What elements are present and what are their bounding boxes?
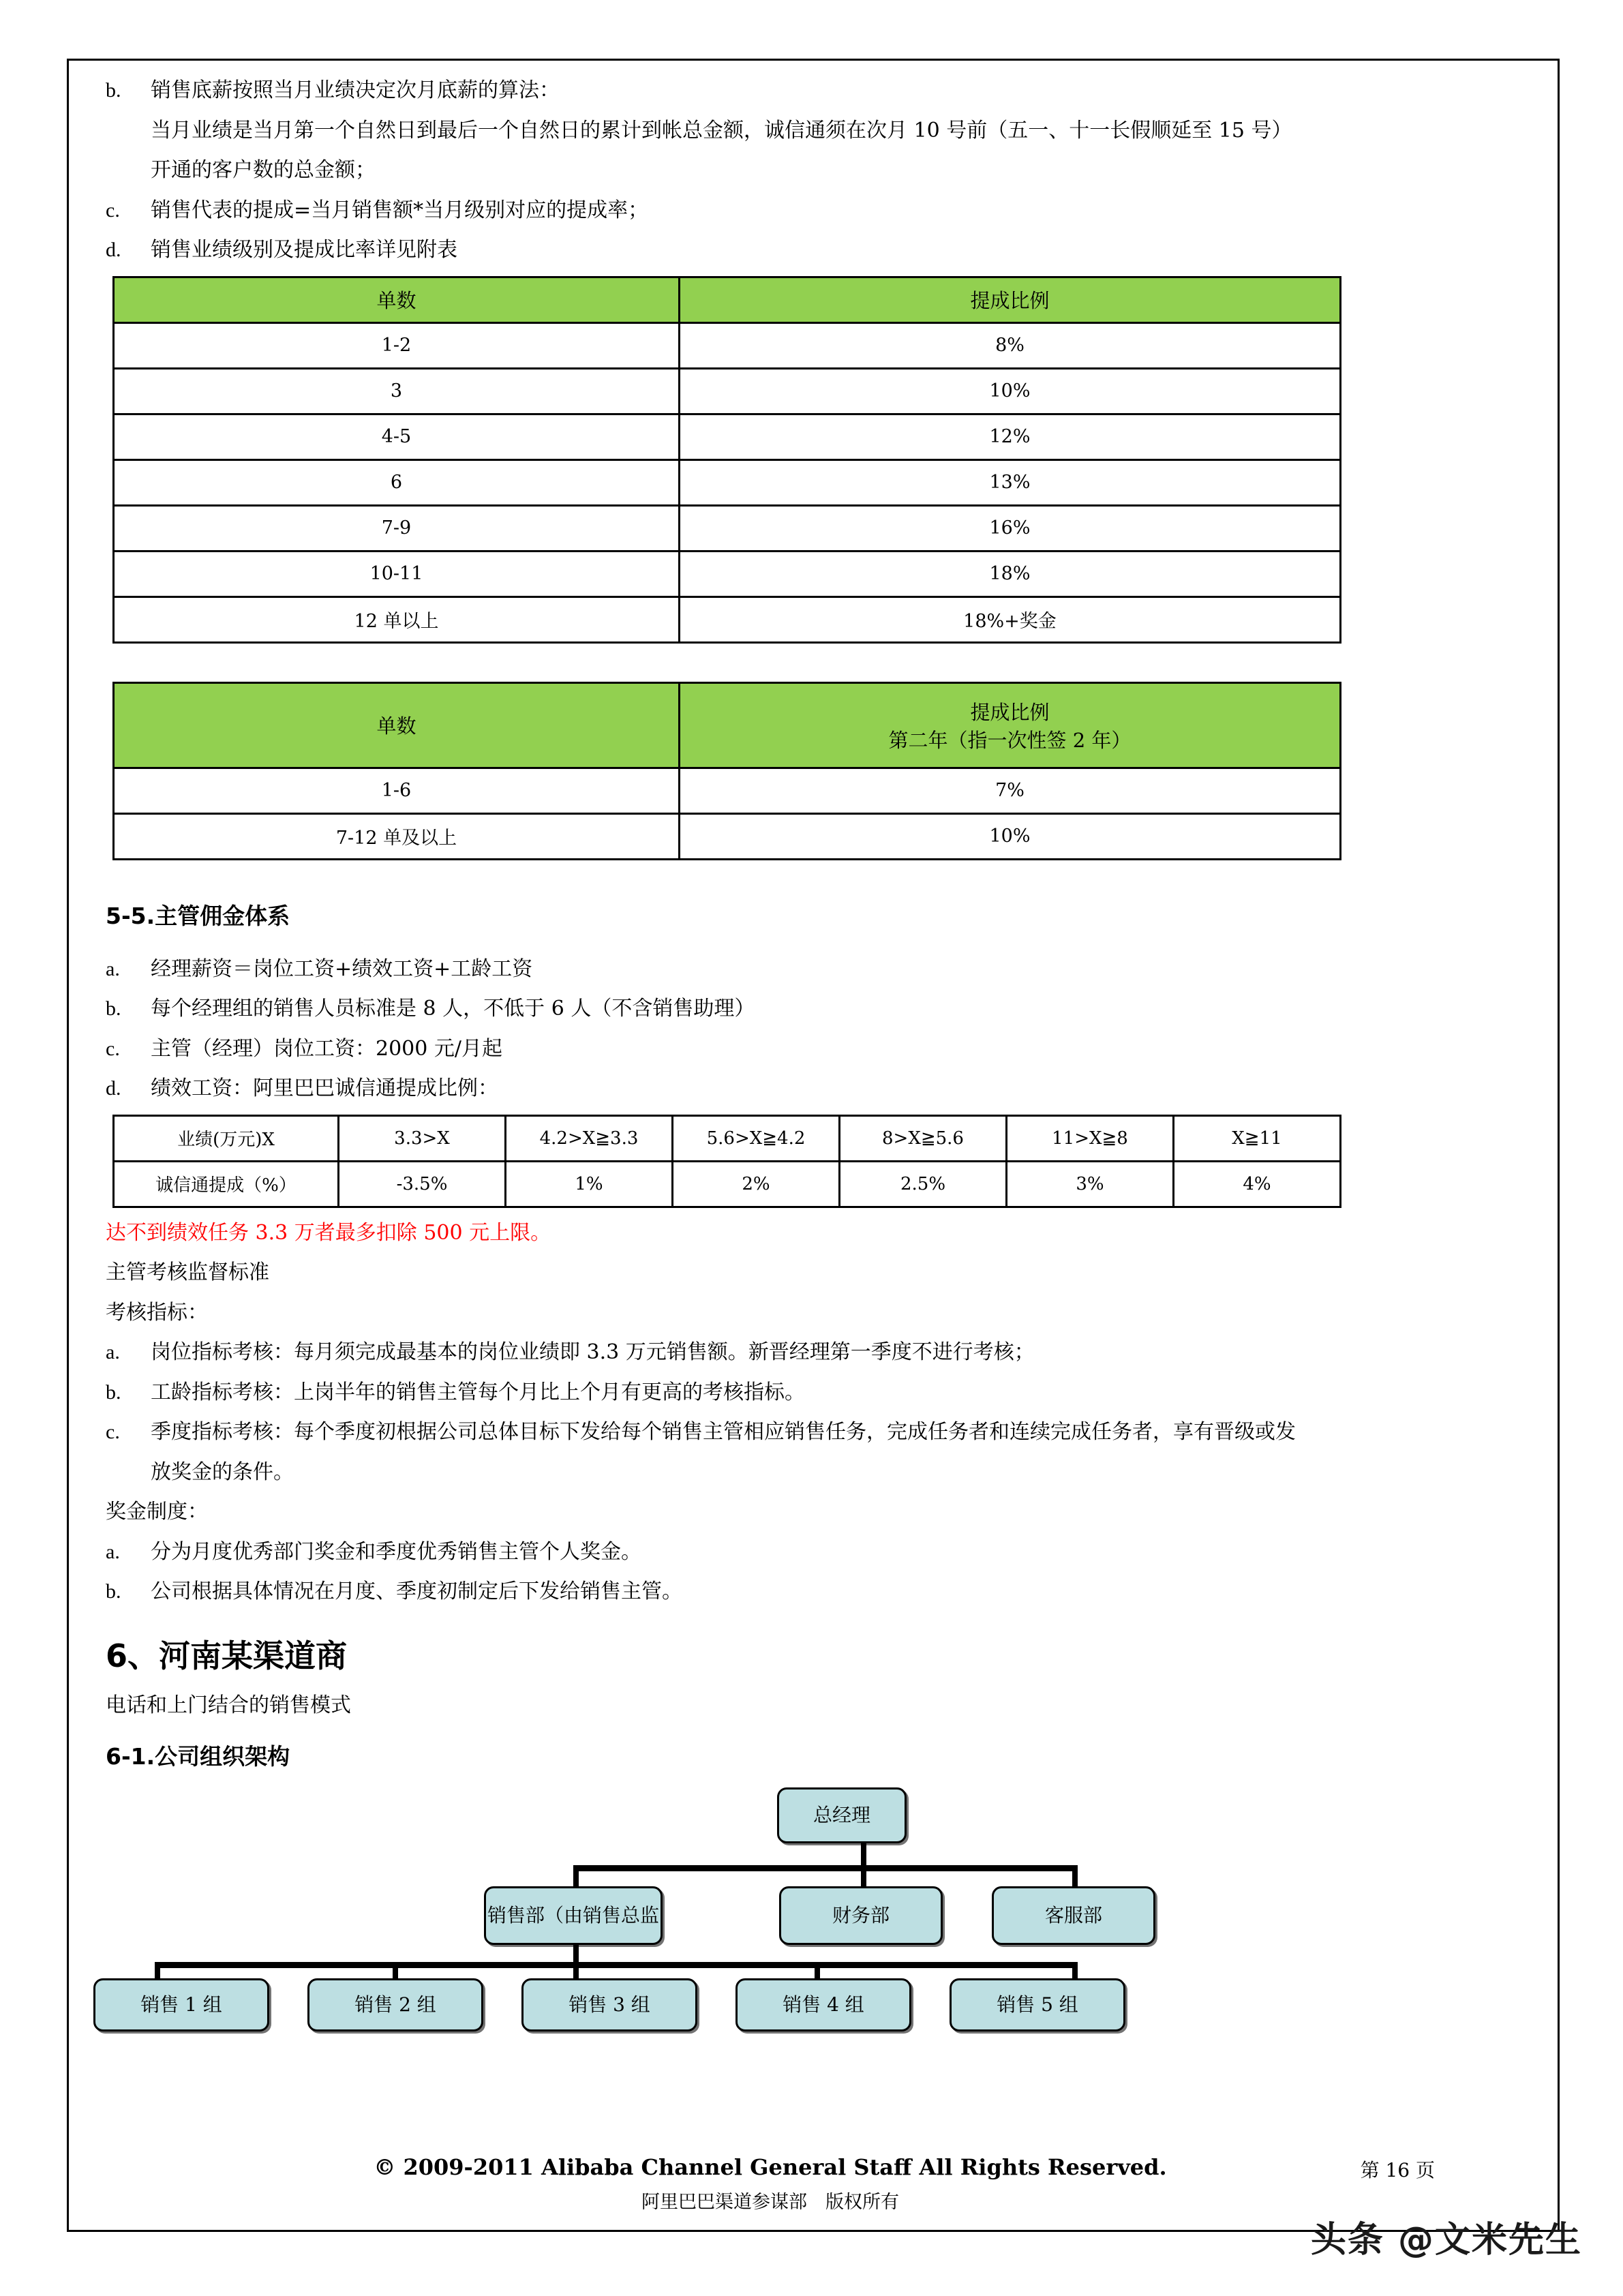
org-node-label: 总经理: [813, 1803, 870, 1826]
table-row: [114, 551, 1341, 596]
commission-rate-table: [112, 276, 1341, 644]
section-heading-6: 6、河南某渠道商: [106, 1637, 348, 1674]
cell-perf-range: X≧11: [1174, 1115, 1341, 1161]
org-node-sales-department[interactable]: [484, 1886, 663, 1945]
header-line-1: 提成比例: [970, 700, 1050, 724]
org-connector-horizontal: [573, 1865, 1078, 1871]
list-item: [106, 1572, 1435, 1612]
cell-rate-value: 1%: [506, 1161, 673, 1207]
org-node-label: 销售 5 组: [997, 1993, 1078, 2016]
org-node-label: 销售 1 组: [140, 1993, 222, 2016]
list-item: [106, 989, 1435, 1029]
red-warning-text: 达不到绩效任务 3.3 万者最多扣除 500 元上限。: [106, 1220, 551, 1245]
cell-rate: 18%+奖金: [680, 596, 1341, 642]
cell-rate: 10%: [680, 813, 1341, 859]
list-text: 工龄指标考核：上岗半年的销售主管每个月比上个月有更高的考核指标。: [151, 1380, 805, 1404]
list-marker: a.: [106, 1341, 120, 1363]
org-connector-drop: [861, 1865, 866, 1888]
org-node-label: 销售 4 组: [783, 1993, 864, 2016]
table-row: [114, 768, 1341, 813]
cell-order-count: 6: [114, 459, 680, 505]
list-text: 销售代表的提成=当月销售额*当月级别对应的提成率；: [151, 198, 649, 222]
list-marker: b.: [106, 79, 121, 102]
cell-rate-value: 2%: [673, 1161, 840, 1207]
org-node-sales-group-2[interactable]: [307, 1978, 483, 2031]
list-item: [106, 950, 1435, 990]
org-node-sales-group-4[interactable]: [735, 1978, 911, 2031]
cell-rate: 8%: [680, 322, 1341, 368]
org-connector-drop: [573, 1865, 579, 1888]
list-item: [106, 1373, 1435, 1413]
list-marker: d.: [106, 1077, 121, 1100]
list-text: 销售业绩级别及提成比率详见附表: [151, 238, 457, 262]
list-item: [106, 1413, 1435, 1453]
list-marker: a.: [106, 957, 120, 980]
column-header-order-count: 单数: [114, 682, 680, 768]
column-header-order-count: 单数: [114, 277, 680, 322]
footer-copyright-cn: 阿里巴巴渠道参谋部 版权所有: [641, 2192, 899, 2213]
cell-order-count: 4-5: [114, 414, 680, 459]
table-row: [114, 459, 1341, 505]
cell-order-count: 7-12 单及以上: [114, 813, 680, 859]
section-heading-6-1: 6-1.公司组织架构: [106, 1743, 290, 1770]
list-text: 每个经理组的销售人员标准是 8 人，不低于 6 人（不含销售助理）: [151, 997, 755, 1021]
org-node-sales-group-5[interactable]: [950, 1978, 1125, 2031]
cell-rate: 12%: [680, 414, 1341, 459]
page-content: [106, 71, 1435, 2016]
list-item: [106, 71, 1435, 111]
cell-order-count: 12 单以上: [114, 596, 680, 642]
table-row: [114, 596, 1341, 642]
org-node-customer-service-department[interactable]: [992, 1886, 1155, 1945]
cell-perf-range: 3.3>X: [339, 1115, 506, 1161]
cell-perf-range: 4.2>X≧3.3: [506, 1115, 673, 1161]
cell-perf-label: 业绩(万元)X: [114, 1115, 339, 1161]
cell-perf-range: 8>X≧5.6: [840, 1115, 1007, 1161]
list-text: 分为月度优秀部门奖金和季度优秀销售主管个人奖金。: [151, 1539, 641, 1564]
list-marker: b.: [106, 997, 121, 1020]
table-header-row: [114, 682, 1341, 768]
header-line-2: 第二年（指一次性签 2 年）: [888, 728, 1132, 752]
table-row: [114, 505, 1341, 551]
org-node-label: 客服部: [1044, 1903, 1102, 1927]
cell-rate-label: 诚信通提成（%）: [114, 1161, 339, 1207]
list-item: [106, 1069, 1435, 1109]
list-marker: b.: [106, 1580, 121, 1603]
list-marker: c.: [106, 1037, 120, 1060]
list-marker: d.: [106, 239, 121, 261]
list-marker: a.: [106, 1540, 120, 1563]
list-marker: b.: [106, 1380, 121, 1404]
table-header-row: [114, 277, 1341, 322]
org-chart: [106, 1787, 1435, 2016]
section-heading-5-5: 5-5.主管佣金体系: [106, 902, 290, 929]
org-node-label: 财务部: [832, 1903, 890, 1927]
cell-order-count: 10-11: [114, 551, 680, 596]
page-footer: [106, 2154, 1435, 2214]
cell-rate-value: -3.5%: [339, 1161, 506, 1207]
cell-rate: 13%: [680, 459, 1341, 505]
table-row: [114, 414, 1341, 459]
paragraph-b-detail-line1: 当月业绩是当月第一个自然日到最后一个自然日的累计到帐总金额，诚信通须在次月 10 号前（五一、十一长假顺延至 15 号）: [151, 118, 1292, 142]
column-header-commission-rate: 提成比例: [680, 277, 1341, 322]
org-node-finance-department[interactable]: [779, 1886, 943, 1945]
list-text: 公司根据具体情况在月度、季度初制定后下发给销售主管。: [151, 1580, 682, 1603]
org-node-sales-group-1[interactable]: [93, 1978, 269, 2031]
cell-rate-value: 3%: [1007, 1161, 1174, 1207]
cell-rate-value: 4%: [1174, 1161, 1341, 1207]
list-item: [106, 230, 1435, 271]
table-row: [114, 1115, 1341, 1161]
cell-order-count: 1-2: [114, 322, 680, 368]
cell-rate: 10%: [680, 368, 1341, 414]
performance-commission-table: [112, 1115, 1341, 1208]
list-item: [106, 1029, 1435, 1070]
table-row: [114, 813, 1341, 859]
cell-rate: 7%: [680, 768, 1341, 813]
list-marker: c.: [106, 1421, 120, 1443]
list-text: 主管（经理）岗位工资：2000 元/月起: [151, 1036, 502, 1061]
cell-rate: 18%: [680, 551, 1341, 596]
cell-perf-range: 11>X≧8: [1007, 1115, 1174, 1161]
kpi-label: 考核指标：: [106, 1300, 208, 1325]
section-6-subtitle: 电话和上门结合的销售模式: [106, 1693, 351, 1717]
kpi-c-continuation: 放奖金的条件。: [151, 1460, 294, 1484]
page-number: 第 16 页: [1360, 2159, 1435, 2181]
list-marker: c.: [106, 198, 120, 222]
list-item: [106, 1333, 1435, 1373]
org-node-label: 销售部（由销售总监: [487, 1903, 659, 1927]
bonus-label: 奖金制度：: [106, 1500, 208, 1524]
org-connector-horizontal: [155, 1962, 1078, 1968]
org-connector-vertical: [861, 1841, 866, 1868]
cell-perf-range: 5.6>X≧4.2: [673, 1115, 840, 1161]
list-item: [106, 1532, 1435, 1573]
second-year-commission-table: [112, 682, 1341, 860]
watermark: 头条 @文米先生: [1310, 2220, 1582, 2261]
org-node-sales-group-3[interactable]: [521, 1978, 697, 2031]
supervisor-standard-label: 主管考核监督标准: [106, 1260, 269, 1284]
table-row: [114, 1161, 1341, 1207]
list-text: 销售底薪按照当月业绩决定次月底薪的算法：: [151, 78, 560, 102]
list-text: 岗位指标考核：每月须完成最基本的岗位业绩即 3.3 万元销售额。新晋经理第一季度不进行考核；: [151, 1340, 1035, 1364]
list-text: 经理薪资＝岗位工资+绩效工资+工龄工资: [151, 956, 533, 981]
cell-rate-value: 2.5%: [840, 1161, 1007, 1207]
table-row: [114, 322, 1341, 368]
column-header-second-year-rate: [680, 682, 1341, 768]
org-connector-drop: [1072, 1865, 1078, 1888]
cell-order-count: 3: [114, 368, 680, 414]
list-text: 季度指标考核：每个季度初根据公司总体目标下发给每个销售主管相应销售任务，完成任务者和连续完成任务者，享有晋级或发: [151, 1420, 1296, 1444]
footer-copyright-en: © 2009-2011 Alibaba Channel General Staff All Rights Reserved.: [374, 2154, 1167, 2180]
org-node-label: 销售 2 组: [354, 1993, 436, 2016]
list-item: [106, 191, 1435, 231]
list-text: 绩效工资：阿里巴巴诚信通提成比例：: [151, 1076, 498, 1100]
org-node-general-manager[interactable]: [777, 1787, 907, 1843]
table-row: [114, 368, 1341, 414]
org-node-label: 销售 3 组: [568, 1993, 650, 2016]
cell-rate: 16%: [680, 505, 1341, 551]
cell-order-count: 1-6: [114, 768, 680, 813]
paragraph-b-detail-line2: 开通的客户数的总金额；: [151, 158, 376, 182]
cell-order-count: 7-9: [114, 505, 680, 551]
